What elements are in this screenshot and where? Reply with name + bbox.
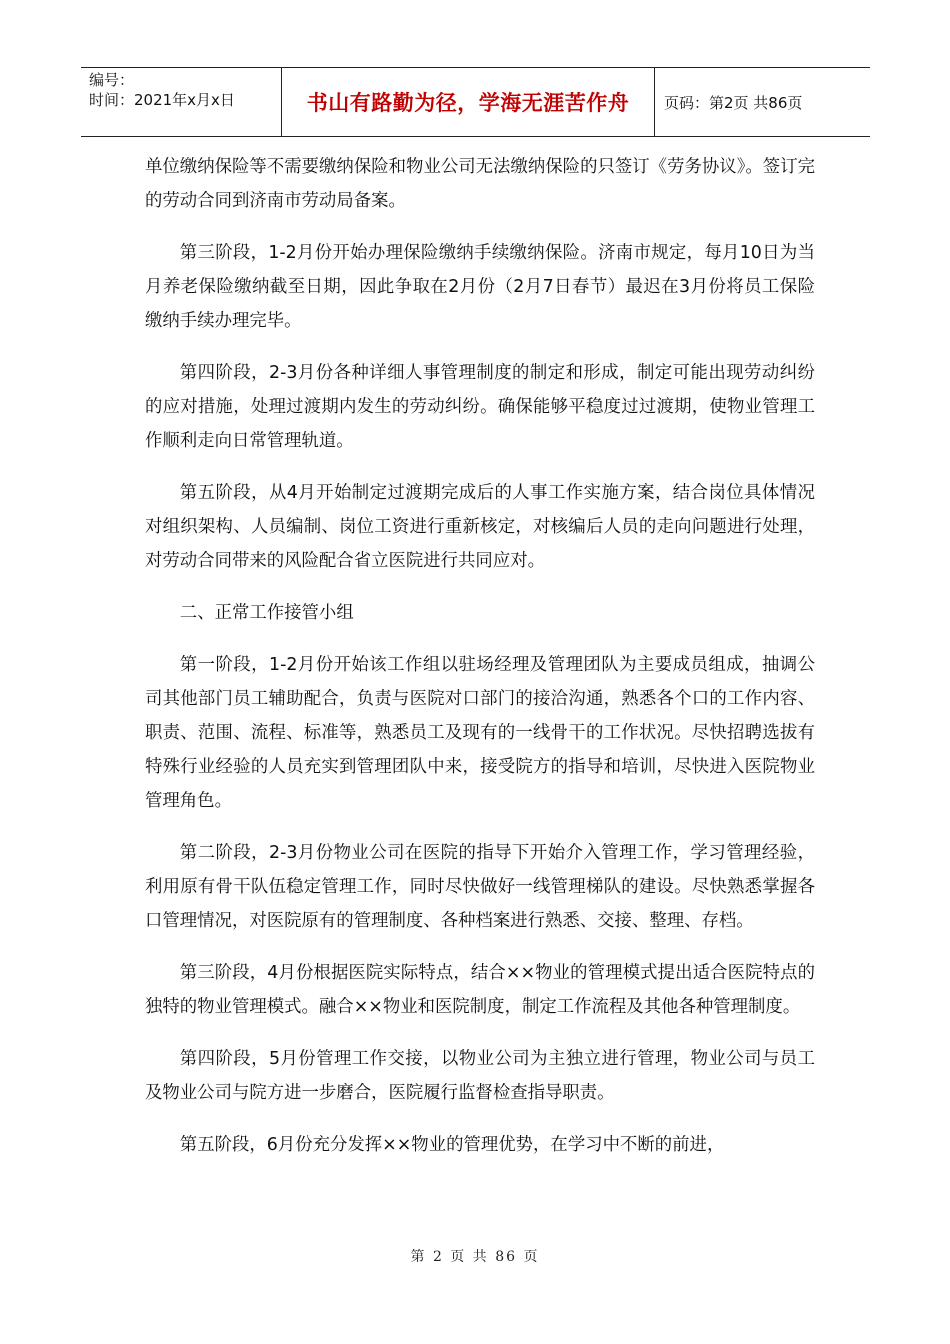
body-paragraph: 单位缴纳保险等不需要缴纳保险和物业公司无法缴纳保险的只签订《劳务协议》。签订完的劳动合同到济南市劳动局备案。 [145, 157, 815, 211]
body-paragraph: 第四阶段，5月份管理工作交接，以物业公司为主独立进行管理，物业公司与员工及物业公司与院方进一步磨合，医院履行监督检查指导职责。 [145, 1049, 815, 1103]
header-meta [81, 68, 282, 136]
section-heading: 二、正常工作接管小组 [179, 603, 354, 623]
body-paragraph: 第三阶段，4月份根据医院实际特点，结合××物业的管理模式提出适合医院特点的独特的物业管理模式。融合××物业和医院制度，制定工作流程及其他各种管理制度。 [145, 963, 815, 1017]
body-paragraph: 第五阶段，从4月开始制定过渡期完成后的人事工作实施方案，结合岗位具体情况对组织架构、人员编制、岗位工资进行重新核定，对核编后人员的走向问题进行处理，对劳动合同带来的风险配合省立医院进行共同应对。 [145, 483, 815, 571]
page-footer: 第 2 页 共 86 页 [410, 1249, 540, 1265]
body-paragraph: 第五阶段，6月份充分发挥××物业的管理优势，在学习中不断的前进， [179, 1135, 725, 1155]
body-paragraph: 第三阶段，1-2月份开始办理保险缴纳手续缴纳保险。济南市规定，每月10日为当月养老保险缴纳截至日期，因此争取在2月份（2月7日春节）最迟在3月份将员工保险缴纳手续办理完毕。 [145, 243, 815, 331]
page-header [81, 67, 870, 137]
document-time-label: 时间：2021年x月x日 [89, 91, 235, 109]
header-page-info: 页码：第2页 共86页 [664, 93, 803, 112]
body-paragraph: 第一阶段，1-2月份开始该工作组以驻场经理及管理团队为主要成员组成，抽调公司其他部门员工辅助配合，负责与医院对口部门的接洽沟通，熟悉各个口的工作内容、职责、范围、流程、标准等，熟悉员工及现有的一线骨干的工作状况。尽快招聘选拔有特殊行业经验的人员充实到管理团队中来，接受院方的指导和培训，尽快进入医院物业管理角色。 [145, 655, 815, 811]
body-paragraph: 第四阶段，2-3月份各种详细人事管理制度的制定和形成，制定可能出现劳动纠纷的应对措施，处理过渡期内发生的劳动纠纷。确保能够平稳度过过渡期，使物业管理工作顺利走向日常管理轨道。 [145, 363, 815, 451]
document-number-label: 编号： [89, 71, 135, 89]
document-body [145, 150, 815, 1180]
header-motto: 书山有路勤为径，学海无涯苦作舟 [282, 68, 655, 136]
body-paragraph: 第二阶段，2-3月份物业公司在医院的指导下开始介入管理工作，学习管理经验，利用原有骨干队伍稳定管理工作，同时尽快做好一线管理梯队的建设。尽快熟悉掌握各口管理情况，对医院原有的管理制度、各种档案进行熟悉、交接、整理、存档。 [145, 843, 815, 931]
